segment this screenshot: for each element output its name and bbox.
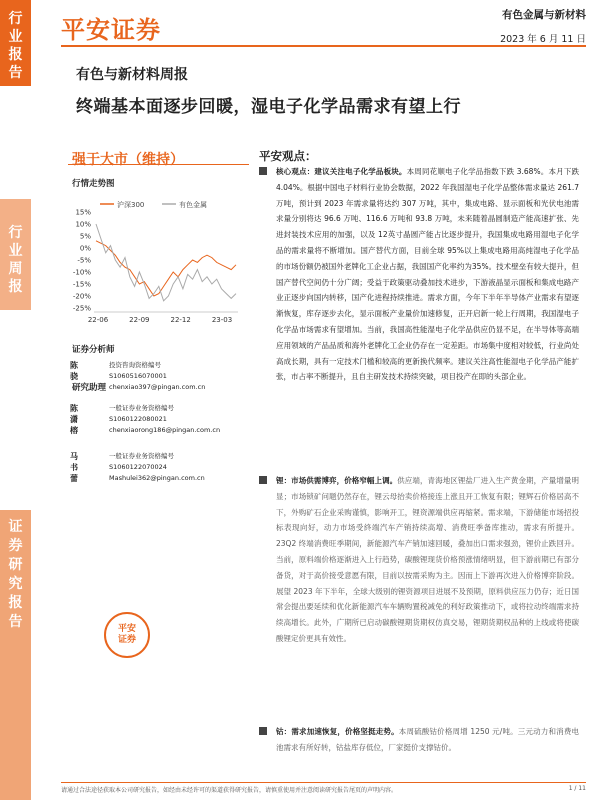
y-tick-label: 15% (75, 208, 91, 217)
view-title: 平安观点： (259, 149, 317, 163)
bullet-icon (259, 727, 267, 735)
bullet-icon (259, 476, 267, 484)
side-tab-char: 报 (8, 279, 23, 295)
y-tick-label: -25% (72, 304, 91, 313)
analyst-info (109, 403, 249, 436)
header-date: 2023 年 6 月 11 日 (500, 34, 586, 45)
side-tab-char: 研 (8, 557, 23, 573)
side-tab-char: 究 (8, 576, 23, 592)
x-tick-label: 22-06 (87, 316, 109, 324)
paragraph-body: 本周同花顺电子化学品指数下跌 3.68%。本月下跌 4.04%。根据中国电子材料行业协会数据，2022 年我国湿电子化学品整体需求量达 261.7 万吨，预计到 2023 年需求量将达约 307 万吨，其中，集成电路、显示面板和光伏电池需求量分别将达 96.6 万吨、116.6 万吨和 93.8 万吨，未来随着晶圆制造产能高速扩张、先进封装技术应用的加强，以及 12英寸晶圆产能占比逐步提升，我国集成电路用湿电子化学品的需求量将不断增加。国产替代方面，目前全球 95%以上集成电路用高纯湿电子化学品的市场份额仍被国外老牌化工企业占据，我国国产化率约为35%。技术壁垒有较大提升，但国产替代空间仍十分广阔；受益于政策驱动叠加技术进步，下游液晶显示面板和集成电路产业正逐步向国内转移，国产化进程持续推进。需求方面，今年下半年半导体产业需求有望逐渐恢复，库存逐步去化，显示面板产业量价加速修复，正开启新一轮上行周期，我国湿电子化学品市场需求有望增加。当前，我国高性能湿电子化学品供应仍显不足，在半导体等高端应用领域的产品品质和海外老牌化工企业仍存在一定差距。市场集中度相对较低，行业尚处高成长期，具有一定技术门槛和较高的更新换代频率。建议关注高性能湿电子化学品产能扩张，市占率不断提升，且自主研发技术持续突破，项目投产在即的头部企业。 (276, 167, 579, 382)
x-tick-label: 22-12 (170, 316, 191, 324)
header-meta (500, 7, 586, 45)
paragraph-body: 本周硫酸钴价格周增 1250 元/吨。三元动力和消费电池需求有所好转，钴盐库存低位，厂家挺价支撑钴价。 (276, 727, 580, 752)
x-tick-label: 23-03 (211, 316, 233, 324)
series-line (96, 241, 236, 296)
analyst-info (109, 360, 249, 393)
legend-label: 有色金属 (179, 201, 207, 209)
side-tab-char: 告 (8, 614, 23, 630)
footer (61, 785, 586, 794)
paragraph-head: 核心观点：建议关注电子化学品板块。 (276, 167, 407, 176)
page-number: 1 / 11 (568, 785, 586, 792)
stamp-line: 平安 (117, 624, 136, 634)
y-tick-label: 5% (79, 232, 91, 241)
analyst-info-line: 投资咨询资格编号 (109, 361, 161, 369)
y-tick-label: -15% (72, 280, 91, 289)
paragraph-head: 钴：需求加速恢复，价格坚挺走势。 (276, 727, 399, 736)
y-tick-label: -10% (72, 268, 91, 277)
side-tab-weekly (0, 199, 31, 310)
company-stamp (104, 612, 150, 658)
side-tab-char: 业 (8, 29, 23, 45)
analyst-info-line: 一般证券业务资格编号 (109, 452, 174, 460)
x-tick-label: 22-09 (129, 316, 150, 324)
paragraph-cobalt (259, 724, 579, 756)
footer-disclaimer: 请通过合法途径获取本公司研究报告，如经由未经许可的渠道获得研究报告，请慎重使用并注意阅读研究报告尾页的声明内容。 (61, 787, 398, 794)
analyst-info-line: chenxiao397@pingan.com.cn (109, 383, 206, 391)
y-tick-label: 10% (75, 220, 91, 229)
bullet-icon (259, 167, 267, 175)
side-tab-char: 周 (8, 261, 23, 277)
header-category: 有色金属与新材料 (502, 9, 586, 21)
analyst-name: 马书蕾 (70, 452, 78, 483)
side-tab-research (0, 510, 31, 800)
report-type: 有色与新材料周报 (76, 67, 188, 83)
y-tick-label: 0% (79, 244, 91, 253)
paragraph-body: 供应端，青海地区锂盐厂进入生产黄金期，产量增量明显；市场锁矿问题仍然存在，锂云母抬卖价格接连上涨且开工恢复有限；锂辉石价格居高不下，外购矿石企业采购谨慎，影响开工，锂资源端供应再缩紧。需求端，下游储能市场招投标表现向好，动力市场受終端汽车产销持续高增、消费旺季备库推动，需求有所提升。23Q2 终端消费旺季期间，新能源汽车产销加速回暖，叠加出口需求强劲，锂价止跌回升。当前，原料端价格逐渐进入上行趋势，碳酸锂现货价格预涨情绪明显，但下游前期已有部分备货，对于高价接受意愿有限，目前以按需采购为主。因而上下游再次进入价格博弈阶段。展望 2023 年下半年，全球大级别的锂资源项目进展不及预期，原料供应压力仍存；近日国常会提出要延续和优化新能源汽车车辆购置税减免的利好政策推动下，或将拉动终端需求持续高增长。此外，广期所已启动碳酸锂期货期权仿真交易，锂期货期权品种的上线或将使碳酸锂定价更具有效性。 (276, 476, 580, 643)
side-tab-char: 报 (8, 47, 23, 63)
side-tab-char: 业 (8, 243, 23, 259)
market-trend-chart (66, 196, 246, 331)
analyst-info-line: Mashulei362@pingan.com.cn (109, 474, 205, 482)
y-tick-label: -20% (72, 292, 91, 301)
chart-label: 行情走势图 (72, 179, 115, 189)
rating-box (68, 145, 249, 168)
analysts-heading: 证券分析师 (72, 345, 115, 355)
rating-label: 强于大市（维持） (72, 152, 184, 168)
assistants-heading: 研究助理 (72, 383, 107, 393)
analyst-info-line: S1060516070001 (109, 372, 167, 380)
paragraph-head: 锂：市场供需博弈，价格窄幅上调。 (276, 476, 398, 485)
analyst-info-line: 一般证券业务资格编号 (109, 404, 174, 412)
stamp-line: 证券 (117, 635, 136, 645)
side-tab-report-type (0, 0, 31, 86)
footer-rule (61, 782, 586, 783)
paragraph-lithium (259, 473, 579, 647)
page-title: 终端基本面逐步回暖，湿电子化学品需求有望上行 (76, 97, 461, 117)
side-tab-char: 行 (8, 11, 23, 27)
analyst-name: 陈骁 (70, 361, 78, 381)
side-tab-char: 券 (8, 538, 23, 554)
analyst-info-line: S1060122070024 (109, 463, 167, 471)
analyst-info-line: S1060122080021 (109, 415, 167, 423)
analyst-name: 陈潇榕 (70, 404, 78, 435)
side-tab-char: 证 (8, 519, 23, 535)
company-logo: 平安证券 (61, 16, 161, 44)
side-tab-char: 行 (8, 225, 23, 241)
analyst-info (109, 451, 249, 484)
legend-label: 沪深300 (117, 201, 145, 209)
side-tab-char: 报 (8, 595, 23, 611)
paragraph-core-view (259, 164, 579, 385)
side-tab-char: 告 (8, 65, 23, 81)
y-tick-label: -5% (77, 256, 91, 265)
header-rule (61, 45, 586, 47)
analyst-info-line: chenxiaorong186@pingan.com.cn (109, 426, 221, 434)
series-line (96, 224, 236, 301)
